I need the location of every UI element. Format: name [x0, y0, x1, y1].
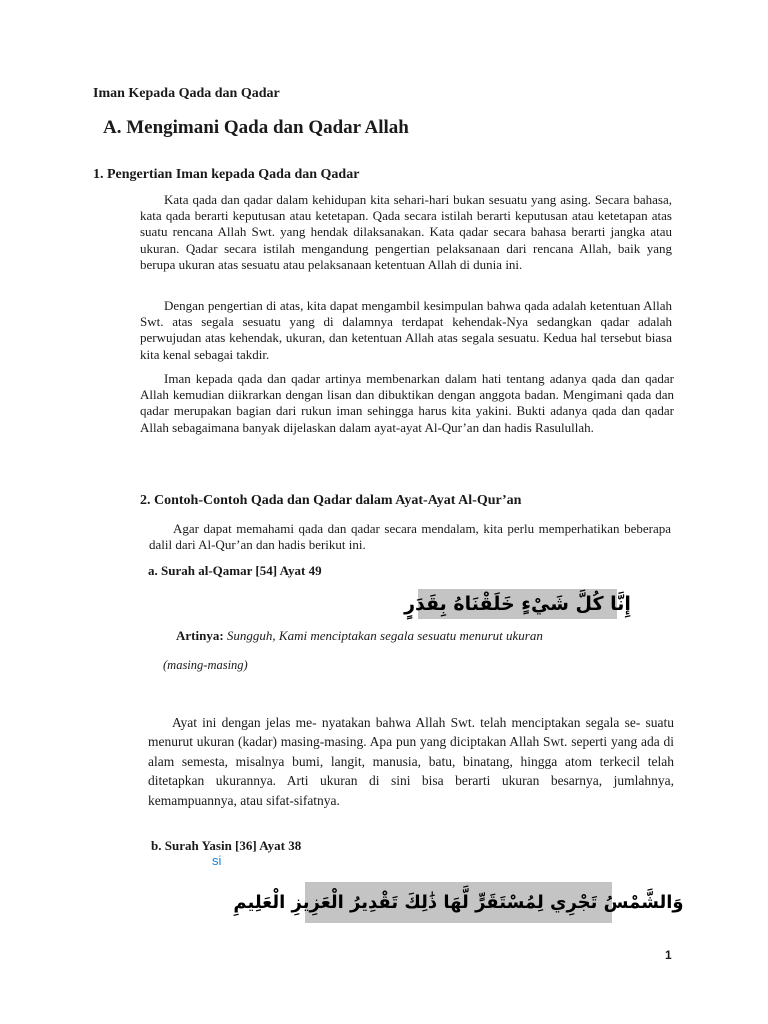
section-1-heading: 1. Pengertian Iman kepada Qada dan Qadar — [93, 167, 360, 182]
subheading-yasin: b. Surah Yasin [36] Ayat 38 — [151, 838, 302, 853]
arabic-verse-yasin: وَالشَّمْسُ تَجْرِي لِمُسْتَقَرٍّ لَّهَا ذَٰلِكَ تَقْدِيرُ الْعَزِيزِ الْعَلِيمِ — [305, 882, 612, 923]
translation-label: Artinya: — [176, 628, 224, 643]
section-2-heading: 2. Contoh-Contoh Qada dan Qadar dalam Ayat-Ayat Al-Qur’an — [140, 493, 522, 508]
document-label: Iman Kepada Qada dan Qadar — [93, 86, 280, 101]
arabic-verse-al-qamar: إِنَّا كُلَّ شَيْءٍ خَلَقْنَاهُ بِقَدَرٍ — [418, 589, 617, 619]
page-title: A. Mengimani Qada dan Qadar Allah — [103, 117, 409, 138]
paragraph-definition: Kata qada dan qadar dalam kehidupan kita sehari-hari bukan sesuatu yang asing. Secara bahasa, kata qada berarti keputusan atau ketetapan. Qada secara istilah berarti keputusan atau ketetapan atas suatu rencana Allah Swt. yang hendak dilaksanakan. Kata qadar secara bahasa berarti jangka atau ukuran. Qadar secara istilah mengandung pengertian pelaksanaan dari rencana Allah, baik yang berupa ukuran atas sesuatu atau pelaksanaan ketentuan Allah di dunia ini. — [140, 192, 672, 272]
subheading-al-qamar: a. Surah al-Qamar [54] Ayat 49 — [148, 563, 322, 578]
page-number: 1 — [665, 948, 672, 962]
translation-continuation: (masing-masing) — [163, 658, 248, 672]
paragraph-conclusion: Dengan pengertian di atas, kita dapat mengambil kesimpulan bahwa qada adalah ketentuan Allah Swt. atas segala sesuatu yang di dalamnya terdapat kehendak-Nya sedangkan qadar adalah perwujudan atas kehendak, ukuran, dan ketentuan Allah atas segala sesuatu. Kedua hal tersebut biasa kita kenal sebagai takdir. — [140, 298, 672, 362]
translation-text: Sungguh, Kami menciptakan segala sesuatu menurut ukuran — [226, 628, 543, 643]
paragraph-explanation: Ayat ini dengan jelas me- nyatakan bahwa Allah Swt. telah menciptakan segala se- suatu menurut ukuran (kadar) masing-masing. Apa pun yang diciptakan Allah Swt. seperti yang ada di alam semesta, misalnya bumi, langit, manusia, batu, binatang, hingga atom terkecil telah ditetapkan ukurannya. Arti ukuran di sini bisa berarti ukuran besarnya, jumlahnya, kemampuannya, atau sifat-sifatnya. — [148, 715, 674, 808]
paragraph-intro: Agar dapat memahami qada dan qadar secara mendalam, kita perlu memperhatikan beberapa dalil dari Al-Qur’an dan hadis berikut ini. — [149, 521, 671, 553]
paragraph-iman: Iman kepada qada dan qadar artinya membenarkan dalam hati tentang adanya qada dan qadar Allah kemudian diikrarkan dengan lisan dan dibuktikan dengan anggota badan. Mengimani qada dan qadar merupakan bagian dari rukun iman sehingga harus kita yakini. Bukti adanya qada dan qadar Allah sebagaimana banyak dijelaskan dalam ayat-ayat Al-Qur’an dan hadis Rasulullah. — [140, 371, 674, 435]
margin-note: si — [212, 853, 222, 868]
translation-line — [176, 628, 543, 644]
